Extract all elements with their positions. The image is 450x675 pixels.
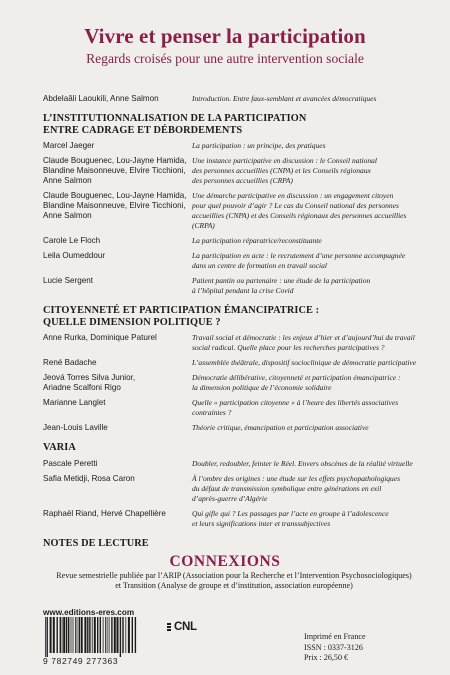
barcode-bars — [43, 617, 137, 657]
cnl-logo-mark — [167, 623, 171, 631]
entry-article-title-line: accueillies (CNPA) et des Conseils régionaux des personnes accueillies — [192, 211, 407, 220]
entry-authors — [43, 333, 192, 353]
entry-authors-line: Anne Salmon — [43, 176, 92, 185]
entry-authors — [43, 191, 192, 231]
entry-authors-line: Raphaël Riand, Hervé Chapellière — [43, 508, 166, 518]
toc-entry — [43, 141, 423, 151]
toc-entry — [43, 156, 423, 186]
entry-article-title-line: Une démarche participative en discussion : un engagement citoyen — [192, 191, 394, 200]
entry-authors-line: René Badache — [43, 358, 97, 367]
section-title — [43, 113, 423, 136]
entry-authors — [43, 251, 192, 271]
entry-authors — [43, 373, 192, 393]
entry-article-title-line: pour quel pouvoir d’agir ? Le cas du Conseil national des personnes — [192, 201, 399, 210]
entry-article-title-line: dans un centre de formation en travail social — [192, 261, 327, 270]
entry-article-title-line: Une instance participative en discussion : le Conseil national — [192, 156, 377, 165]
entry-authors-line: Ariadne Scalfoni Rigo — [43, 383, 121, 392]
connexions-description-line: et Transition (Analyse de groupe et d’institution, association européenne) — [115, 581, 353, 591]
toc-entry — [43, 236, 423, 246]
entry-authors — [43, 423, 192, 433]
table-of-contents — [43, 94, 423, 549]
toc-entry — [43, 509, 423, 529]
entry-article-title — [192, 398, 423, 418]
entry-authors — [43, 398, 192, 418]
page-subtitle: Regards croisés pour une autre intervention sociale — [86, 51, 364, 66]
cnl-logo — [167, 621, 197, 633]
toc-entry — [43, 276, 423, 296]
entry-article-title — [192, 94, 423, 104]
entry-article-title-line: social radical. Quelle place pour les recherches participatives ? — [192, 343, 385, 352]
entry-authors-line: Leila Oumeddour — [43, 251, 106, 260]
entry-authors-line: Lucie Sergent — [43, 276, 93, 285]
entry-authors-line: Claude Bouguenec, Lou-Jayne Hamida, — [43, 156, 187, 165]
entry-article-title-line: Démocratie délibérative, citoyenneté et participation émancipatrice : — [192, 373, 401, 382]
toc-entry — [43, 423, 423, 433]
entry-authors-line: Pascale Peretti — [43, 458, 98, 468]
entry-article-title-line: d’après-guerre d’Algérie — [192, 493, 268, 503]
entry-article-title-line: contraintes ? — [192, 408, 232, 417]
entry-authors-line: Safia Metidji, Rosa Caron — [43, 473, 135, 483]
entry-authors-line: Anne Rurka, Dominique Paturel — [43, 333, 157, 342]
toc-entry — [43, 459, 423, 469]
connexions-title: CONNEXIONS — [169, 553, 281, 570]
entry-article-title-line: La participation réparatrice/reconstituante — [192, 236, 322, 245]
entry-article-title — [192, 236, 423, 246]
entry-authors-line: Jean-Louis Laville — [43, 423, 108, 432]
entry-article-title-line: Théorie critique, émancipation et participation associative — [192, 423, 369, 432]
toc-entry — [43, 358, 423, 368]
section-title — [43, 305, 423, 328]
entry-authors — [43, 236, 192, 246]
entry-authors — [43, 459, 192, 469]
cnl-logo-text: CNL — [174, 621, 197, 633]
toc-entry — [43, 333, 423, 353]
printed-in: Imprimé en France — [304, 632, 366, 641]
entry-article-title — [192, 251, 423, 271]
page-title: Vivre et penser la participation — [84, 24, 366, 48]
entry-authors — [43, 509, 192, 529]
entry-article-title — [192, 141, 423, 151]
toc-entry — [43, 251, 423, 271]
connexions-description — [54, 571, 414, 592]
issn: ISSN : 0337-3126 — [304, 642, 363, 652]
entry-authors-line: Anne Salmon — [43, 211, 92, 220]
entry-article-title — [192, 474, 423, 504]
entry-authors — [43, 276, 192, 296]
entry-authors — [43, 156, 192, 186]
entry-authors-line: Marianne Langlet — [43, 398, 106, 407]
entry-article-title — [192, 358, 423, 368]
section-title — [43, 538, 423, 550]
section-title-line: ENTRE CADRAGE ET DÉBORDEMENTS — [43, 124, 243, 136]
publisher-website: www.editions-eres.com — [43, 608, 135, 617]
entry-article-title — [192, 333, 423, 353]
entry-article-title-line: À l’ombre des origines : une étude sur les effets psychopathologiques — [192, 473, 401, 483]
section-title — [43, 442, 423, 454]
entry-article-title-line: Patient pantin ou partenaire : une étude de la participation — [192, 276, 371, 285]
entry-article-title-line: L’assemblée théâtrale, dispositif socioclinique de démocratie participative — [192, 358, 417, 367]
entry-article-title — [192, 373, 423, 393]
entry-authors — [43, 358, 192, 368]
entry-article-title-line: La participation : un principe, des pratiques — [192, 141, 326, 150]
entry-article-title — [192, 191, 423, 231]
entry-authors-line: Jeová Torres Silva Junior, — [43, 373, 136, 382]
entry-authors — [43, 141, 192, 151]
publication-info — [304, 632, 366, 664]
entry-article-title-line: Travail social et démocratie : les enjeux d’hier et d’aujourd’hui du travail — [192, 333, 415, 342]
barcode — [43, 617, 137, 666]
toc-entry — [43, 373, 423, 393]
section-title-line: QUELLE DIMENSION POLITIQUE ? — [43, 316, 221, 328]
section-title-line: VARIA — [43, 442, 76, 453]
entry-authors-line: Abdelaâli Laoukili, Anne Salmon — [43, 94, 159, 103]
entry-article-title — [192, 459, 423, 469]
entry-authors-line: Blandine Maisonneuve, Elvire Ticchioni, — [43, 201, 186, 210]
toc-entry — [43, 191, 423, 231]
entry-article-title — [192, 276, 423, 296]
entry-article-title-line: Doubler, redoubler, feinter le Réel. Envers obscènes de la réalité virtuelle — [192, 458, 413, 468]
entry-article-title-line: la dimension politique de l’économie solidaire — [192, 383, 332, 392]
price: Prix : 26,50 € — [304, 653, 349, 662]
entry-article-title-line: du défaut de transmission symbolique entre générations en exil — [192, 483, 382, 493]
entry-article-title-line: Quelle « participation citoyenne » à l’heure des libertés associatives — [192, 398, 399, 407]
entry-article-title — [192, 423, 423, 433]
entry-authors-line: Carole Le Floch — [43, 236, 101, 245]
toc-entry — [43, 398, 423, 418]
section-title-line: CITOYENNETÉ ET PARTICIPATION ÉMANCIPATRICE : — [43, 305, 320, 316]
section-title-line: NOTES DE LECTURE — [43, 537, 149, 549]
entry-article-title — [192, 509, 423, 529]
entry-article-title — [192, 156, 423, 186]
entry-article-title-line: et leurs significations inter et transsubjectives — [192, 518, 331, 528]
entry-authors — [43, 94, 192, 104]
entry-article-title-line: à l’hôpital pendant la crise Covid — [192, 286, 294, 295]
toc-entry — [43, 474, 423, 504]
connexions-description-line: Revue semestrielle publiée par l’ARIP (Association pour la Recherche et l’Intervention Psychosociologiques) — [56, 571, 412, 580]
entry-authors-line: Marcel Jaeger — [43, 141, 95, 150]
entry-article-title-line: des personnes accueillies (CRPA) — [192, 176, 293, 185]
entry-article-title-line: des personnes accueillies (CNPA) et les Conseils régionaux — [192, 166, 371, 175]
entry-authors — [43, 474, 192, 504]
entry-article-title-line: Qui gifle qui ? Les passages par l’acte en groupe à l’adolescence — [192, 508, 389, 518]
entry-authors-line: Blandine Maisonneuve, Elvire Ticchioni, — [43, 166, 186, 175]
entry-article-title-line: (CRPA) — [192, 221, 215, 230]
barcode-digits: 9 782749 277363 — [43, 656, 119, 666]
entry-authors-line: Claude Bouguenec, Lou-Jayne Hamida, — [43, 191, 187, 200]
entry-article-title-line: La participation en acte : le recrutement d’une personne accompagnée — [192, 251, 406, 260]
toc-entry — [43, 94, 423, 104]
section-title-line: L’INSTITUTIONNALISATION DE LA PARTICIPATION — [43, 113, 307, 124]
entry-article-title-line: Introduction. Entre faux-semblant et avancées démocratiques — [192, 94, 377, 103]
